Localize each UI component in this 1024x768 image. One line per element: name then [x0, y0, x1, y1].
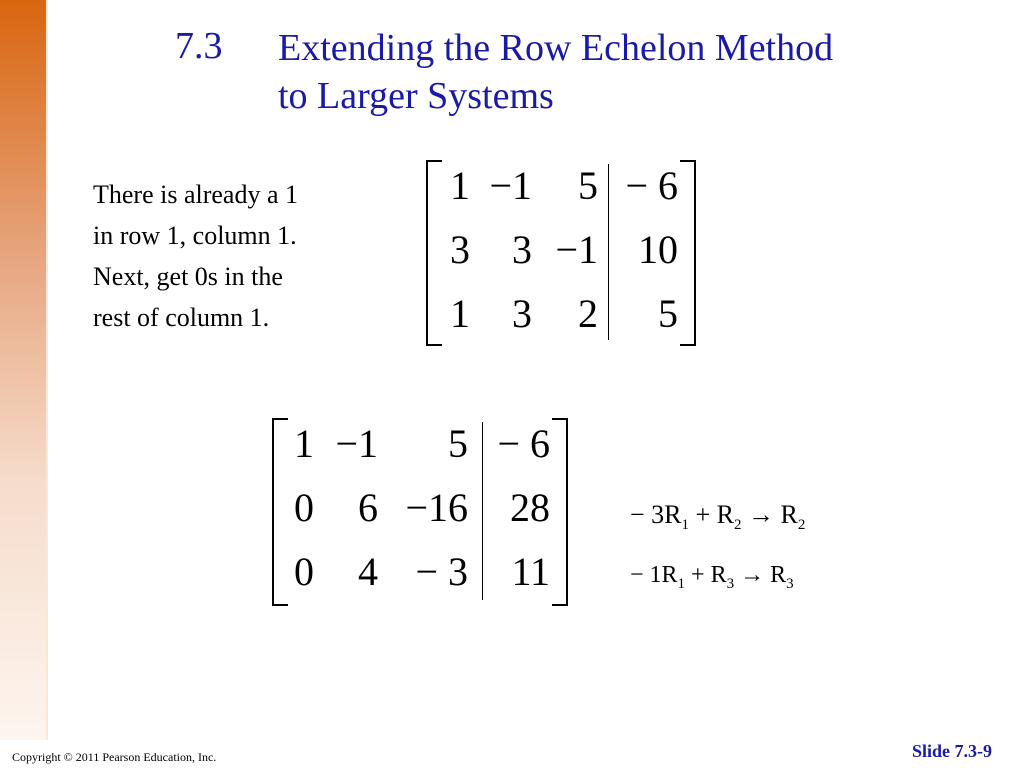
matrix-cell: 10 — [638, 227, 678, 272]
row-operation-2 — [630, 562, 794, 593]
matrix-cell: 1 — [294, 421, 314, 466]
matrix-cell: −1 — [555, 227, 598, 272]
matrix-row — [272, 542, 568, 602]
op-subscript: 2 — [734, 517, 742, 533]
title-line-1: Extending the Row Echelon Method — [278, 27, 834, 69]
instruction-line-4: rest of column 1. — [93, 303, 270, 332]
matrix-cell: 1 — [450, 291, 470, 336]
op-coefficient: − 3R — [630, 500, 682, 529]
op-arrow-target: → R — [734, 562, 787, 588]
matrix-cell: 6 — [358, 485, 378, 530]
op-subscript: 3 — [786, 576, 794, 592]
matrix-cell: 1 — [450, 163, 470, 208]
matrix-cell: − 3 — [415, 549, 468, 594]
matrix-cell: −16 — [405, 485, 468, 530]
op-coefficient: − 1R — [630, 562, 678, 588]
matrix-cell: 0 — [294, 549, 314, 594]
op-plus-term: + R — [685, 562, 727, 588]
matrix-cell: 5 — [578, 163, 598, 208]
matrix-cell: 28 — [510, 485, 550, 530]
matrix-cell: − 6 — [497, 421, 550, 466]
page-title — [278, 24, 833, 120]
sidebar-divider — [46, 0, 48, 740]
matrix-cell: 3 — [450, 227, 470, 272]
instruction-line-3: Next, get 0s in the — [93, 262, 283, 291]
op-subscript: 1 — [677, 576, 686, 592]
matrix-cell: 2 — [578, 291, 598, 336]
slide-number: Slide 7.3-9 — [911, 741, 992, 761]
result-augmented-matrix — [272, 414, 568, 606]
matrix-cell: 0 — [294, 485, 314, 530]
matrix-cell: − 6 — [625, 163, 678, 208]
op-subscript: 3 — [726, 576, 735, 592]
matrix-cell: 3 — [512, 291, 532, 336]
instruction-line-2: in row 1, column 1. — [93, 221, 297, 250]
matrix-cell: 11 — [511, 549, 550, 594]
instruction-line-1: There is already a 1 — [93, 180, 299, 209]
matrix-cell: −1 — [489, 163, 532, 208]
matrix-row — [272, 414, 568, 474]
matrix-cell: −1 — [335, 421, 378, 466]
matrix-row — [426, 220, 696, 280]
matrix-row — [272, 478, 568, 538]
section-number: 7.3 — [175, 25, 223, 67]
op-plus-term: + R — [689, 500, 735, 529]
matrix-cell: 5 — [658, 291, 678, 336]
matrix-cell: 4 — [358, 549, 378, 594]
title-line-2: to Larger Systems — [278, 75, 554, 117]
sidebar-decoration — [0, 0, 46, 740]
copyright-notice: Copyright © 2011 Pearson Education, Inc. — [12, 750, 217, 764]
op-arrow-target: → R — [741, 500, 798, 529]
matrix-cell: 3 — [512, 227, 532, 272]
op-subscript: 1 — [681, 517, 690, 533]
initial-augmented-matrix — [426, 156, 696, 346]
op-subscript: 2 — [797, 517, 806, 533]
instruction-text — [93, 174, 393, 338]
row-operation-1 — [630, 500, 805, 534]
matrix-cell: 5 — [448, 421, 468, 466]
matrix-row — [426, 284, 696, 344]
matrix-row — [426, 156, 696, 216]
